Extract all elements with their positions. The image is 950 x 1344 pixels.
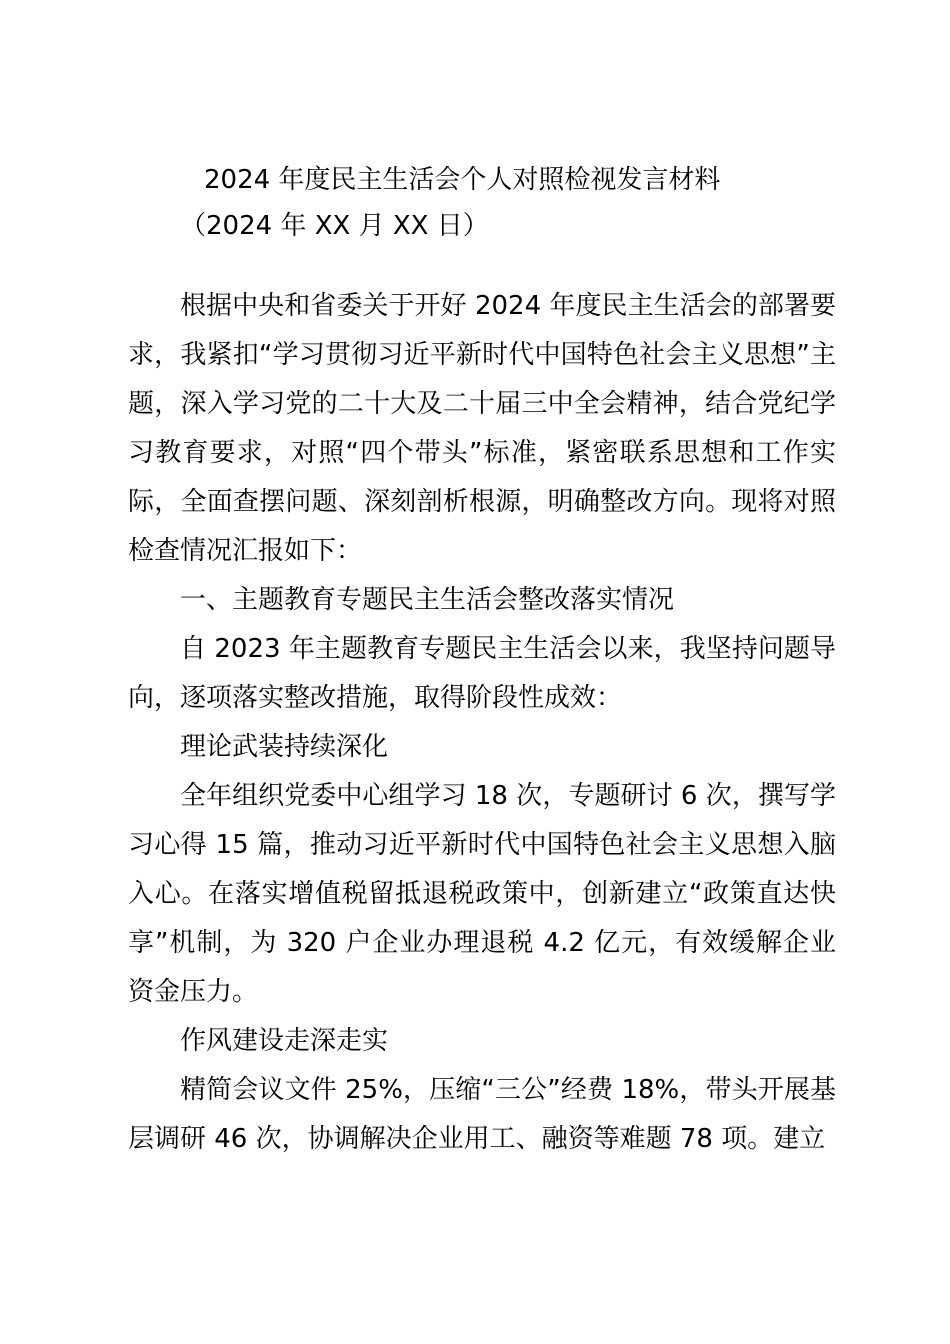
document-body bbox=[128, 282, 836, 1164]
subheading-theory: 理论武装持续深化 bbox=[180, 732, 389, 762]
style-paragraph: 精简会议文件 25%，压缩“三公”经费 18%，带头开展基层调研 46 次，协调解决企业用工、融资等难题 78 项。建立 bbox=[128, 1075, 836, 1154]
document-title: 2024 年度民主生活会个人对照检视发言材料 bbox=[204, 165, 721, 195]
intro-paragraph: 根据中央和省委关于开好 2024 年度民主生活会的部署要求，我紧扣“学习贯彻习近平新时代中国特色社会主义思想”主题，深入学习党的二十大及二十届三中全会精神，结合党纪学习教育要求，对照“四个带头”标准，紧密联系思想和工作实际，全面查摆问题、深刻剖析根源，明确整改方向。现将对照检查情况汇报如下： bbox=[128, 291, 836, 566]
section-heading-1: 一、主题教育专题民主生活会整改落实情况 bbox=[180, 585, 675, 615]
section-1-paragraph: 自 2023 年主题教育专题民主生活会以来，我坚持问题导向，逐项落实整改措施，取得阶段性成效： bbox=[128, 634, 836, 713]
theory-paragraph: 全年组织党委中心组学习 18 次，专题研讨 6 次，撰写学习心得 15 篇，推动习近平新时代中国特色社会主义思想入脑入心。在落实增值税留抵退税政策中，创新建立“政策直达快享”机制，为 320 户企业办理退税 4.2 亿元，有效缓解企业资金压力。 bbox=[128, 781, 836, 1007]
subheading-style: 作风建设走深走实 bbox=[180, 1026, 389, 1056]
document-date: （2024 年 XX 月 XX 日） bbox=[180, 211, 489, 241]
